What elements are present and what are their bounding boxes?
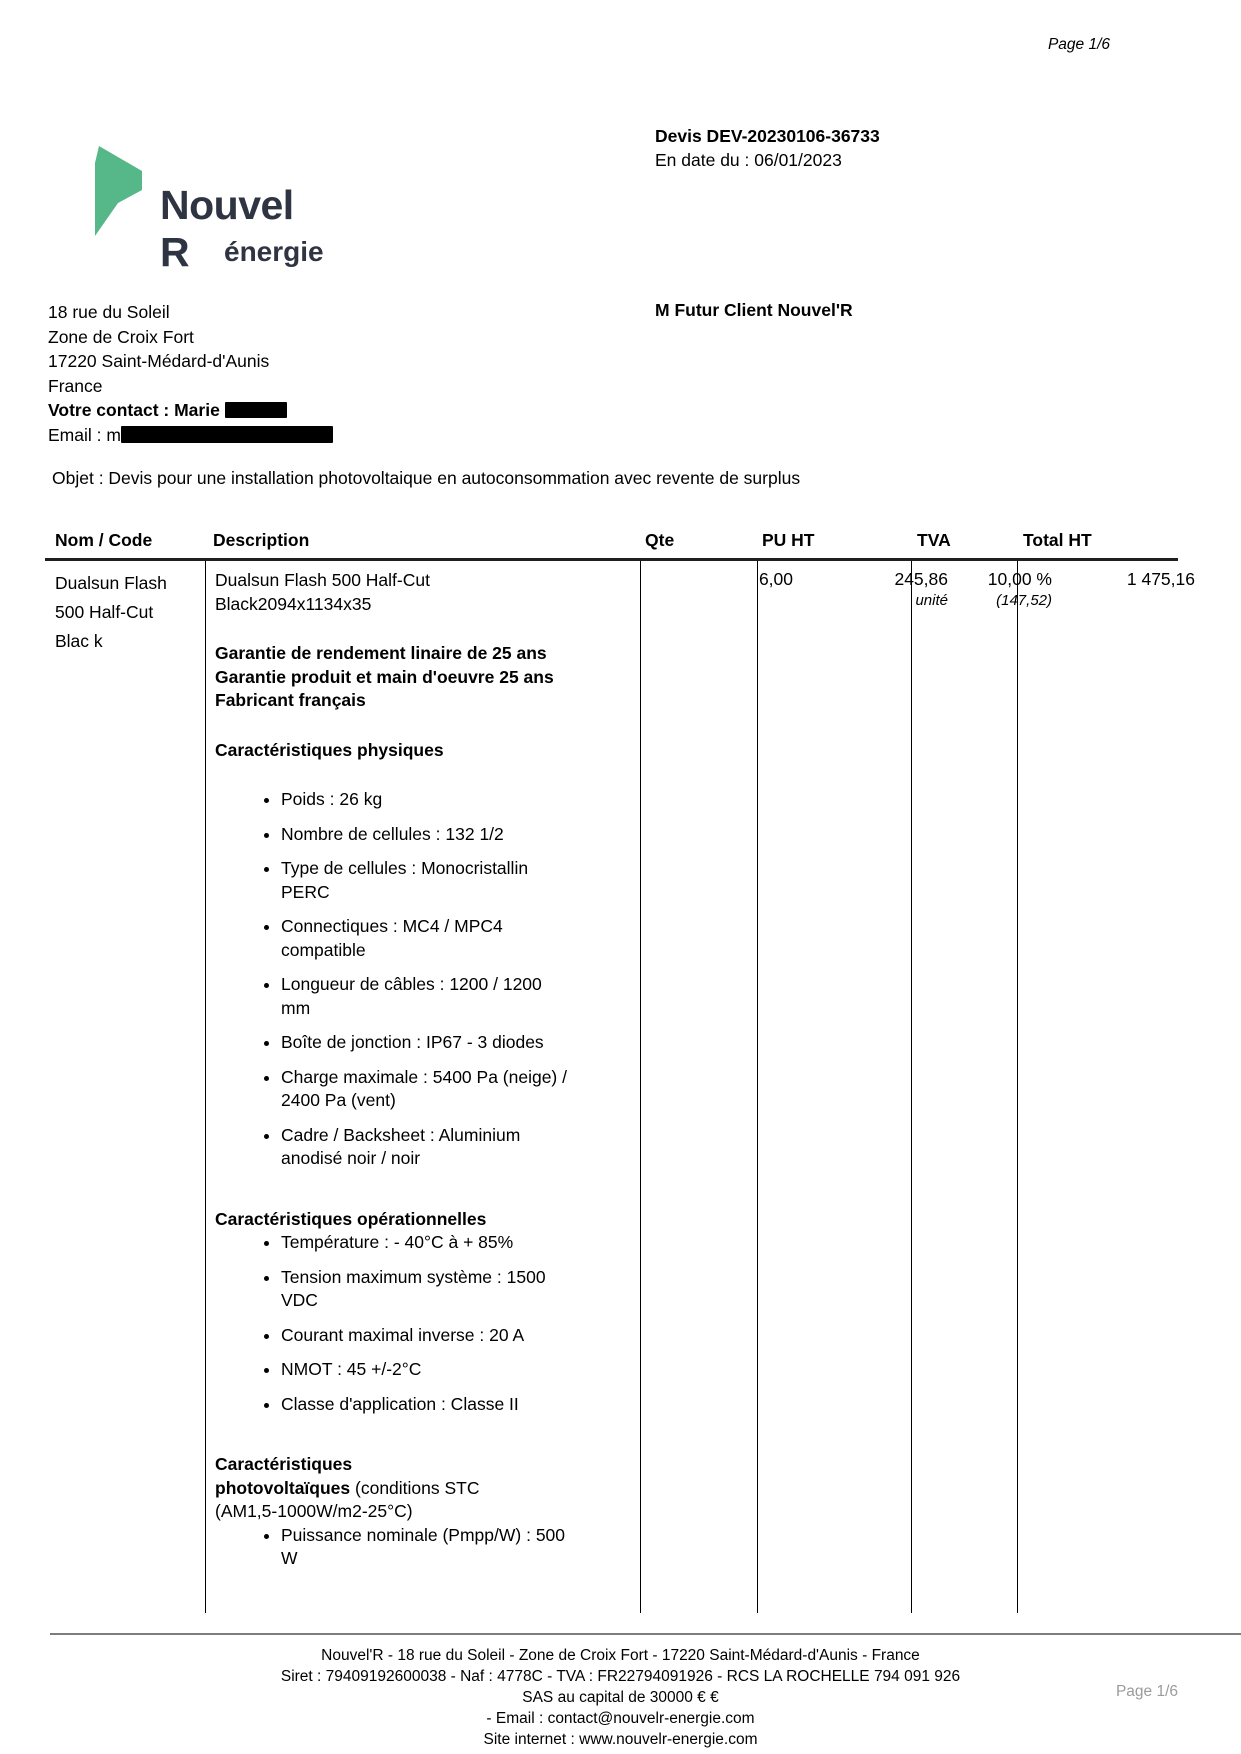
spec-item bbox=[281, 1066, 600, 1113]
spec-item bbox=[281, 915, 600, 962]
spec-item-line: • Boîte de jonction : IP67 - 3 diodes bbox=[281, 1032, 544, 1052]
footer-line: Site internet : www.nouvelr-energie.com bbox=[483, 1731, 758, 1748]
spec-item bbox=[281, 823, 600, 847]
column-divider bbox=[205, 561, 206, 1613]
spec-item-line: • NMOT : 45 +/-2°C bbox=[281, 1359, 422, 1379]
page-number-top: Page 1/6 bbox=[1047, 36, 1110, 53]
column-divider bbox=[640, 561, 641, 1613]
spec-item bbox=[281, 1393, 600, 1417]
spacer bbox=[215, 713, 600, 739]
spec-item-line: • Température : - 40°C à + 85% bbox=[281, 1232, 514, 1252]
contact-line bbox=[48, 398, 333, 423]
column-divider bbox=[757, 561, 758, 1613]
description-line: Dualsun Flash 500 Half-Cut bbox=[215, 570, 430, 590]
spec-item bbox=[281, 1524, 600, 1571]
description-line: Black2094x1134x35 bbox=[215, 593, 372, 614]
spec-item-line: • Nombre de cellules : 132 1/2 bbox=[281, 823, 504, 844]
item-name-line: 500 Half-Cut bbox=[55, 602, 154, 622]
item-unit-price: 245,86 bbox=[894, 569, 948, 589]
item-name-line: Dualsun Flash bbox=[55, 573, 167, 593]
description-heading-line: Caractéristiques opérationnelles bbox=[215, 1208, 487, 1229]
col-header-total: Total HT bbox=[1023, 530, 1092, 550]
spec-list bbox=[215, 1231, 600, 1416]
page-number-bottom: Page 1/6 bbox=[1115, 1683, 1178, 1700]
address-line: Zone de Croix Fort bbox=[48, 326, 194, 347]
spec-item-line: • Longueur de câbles : 1200 / 1200 bbox=[281, 974, 542, 994]
spec-item-line: • Charge maximale : 5400 Pa (neige) / bbox=[281, 1066, 567, 1087]
footer-line: Nouvel'R - 18 rue du Soleil - Zone de Croix Fort - 17220 Saint-Médard-d'Aunis - France bbox=[321, 1647, 920, 1664]
footer-line: SAS au capital de 30000 € € bbox=[522, 1689, 719, 1706]
spec-item bbox=[281, 788, 600, 812]
item-description-cell bbox=[215, 569, 600, 1582]
footer-divider bbox=[50, 1633, 1241, 1635]
spec-item-line: W bbox=[281, 1548, 298, 1568]
address-line: France bbox=[48, 375, 103, 396]
recipient-name: M Futur Client Nouvel'R bbox=[655, 300, 853, 320]
footer-text-block bbox=[0, 1645, 1241, 1750]
description-segment: (conditions STC bbox=[350, 1477, 480, 1498]
contact-label: Votre contact : Marie bbox=[48, 400, 225, 420]
spec-item bbox=[281, 1358, 600, 1382]
spec-item-line: PERC bbox=[281, 881, 330, 902]
spec-item-line: 2400 Pa (vent) bbox=[281, 1090, 396, 1110]
redacted-contact-name bbox=[225, 402, 287, 418]
spec-item-line: anodisé noir / noir bbox=[281, 1148, 421, 1168]
item-total: 1 475,16 bbox=[1126, 569, 1195, 589]
spec-item bbox=[281, 1231, 600, 1255]
quote-title: Devis DEV-20230106-36733 bbox=[655, 126, 880, 146]
col-header-unit-price: PU HT bbox=[762, 530, 815, 550]
spec-item bbox=[281, 1124, 600, 1171]
spec-item bbox=[281, 1031, 600, 1055]
quote-date: En date du : 06/01/2023 bbox=[655, 150, 842, 170]
description-heading-line: Garantie de rendement linaire de 25 ans bbox=[215, 643, 547, 663]
col-header-vat: TVA bbox=[917, 530, 951, 550]
spec-item-line: • Puissance nominale (Pmpp/W) : 500 bbox=[281, 1524, 566, 1545]
spec-item-line: • Type de cellules : Monocristallin bbox=[281, 858, 529, 878]
item-qty: 6,00 bbox=[758, 569, 793, 589]
address-line: 17220 Saint-Médard-d'Aunis bbox=[48, 351, 270, 371]
column-divider bbox=[1017, 561, 1018, 1613]
spec-item bbox=[281, 1266, 600, 1313]
spacer bbox=[215, 1182, 600, 1208]
company-logo bbox=[74, 146, 324, 281]
spacer bbox=[215, 616, 600, 642]
spec-item bbox=[281, 857, 600, 904]
item-name-cell bbox=[55, 569, 203, 656]
description-heading-line: Fabricant français bbox=[215, 690, 366, 710]
spec-item-line: • Classe d'application : Classe II bbox=[281, 1393, 519, 1414]
spec-item-line: • Connectiques : MC4 / MPC4 bbox=[281, 916, 503, 936]
description-rich-line bbox=[215, 1453, 600, 1524]
footer-line: - Email : contact@nouvelr-energie.com bbox=[486, 1710, 755, 1727]
spacer bbox=[215, 762, 600, 788]
item-name-line: Blac k bbox=[55, 631, 103, 651]
quote-header bbox=[655, 124, 880, 172]
logo-sub-text: énergie bbox=[224, 236, 324, 267]
col-header-qty: Qte bbox=[645, 530, 675, 550]
description-segment: Caractéristiques bbox=[215, 1454, 353, 1474]
column-divider bbox=[911, 561, 912, 1613]
company-address-block bbox=[48, 300, 333, 447]
email-line bbox=[48, 423, 333, 448]
table-row bbox=[45, 561, 1195, 1613]
table-header-row bbox=[45, 522, 1178, 561]
logo-mark-icon bbox=[74, 146, 142, 236]
item-total-cell bbox=[1023, 569, 1195, 590]
col-header-name: Nom / Code bbox=[55, 530, 153, 550]
items-table bbox=[45, 522, 1195, 1613]
spec-item bbox=[281, 1324, 600, 1348]
spec-item-line: • Courant maximal inverse : 20 A bbox=[281, 1324, 525, 1345]
spec-list bbox=[215, 1524, 600, 1571]
description-heading-line: Garantie produit et main d'oeuvre 25 ans bbox=[215, 666, 554, 687]
item-unit-label: unité bbox=[915, 592, 948, 609]
spec-item-line: • Poids : 26 kg bbox=[281, 789, 383, 809]
logo-brand-text: Nouvel R bbox=[160, 182, 294, 275]
description-segment: (AM1,5-1000W/m2-25°C) bbox=[215, 1501, 413, 1521]
subject-line: Objet : Devis pour une installation photovoltaique en autoconsommation avec revente de surplus bbox=[52, 468, 801, 488]
spec-item bbox=[281, 973, 600, 1020]
spec-item-line: compatible bbox=[281, 939, 366, 960]
item-vat-rate: 10,00 % bbox=[987, 569, 1052, 589]
spacer bbox=[215, 1427, 600, 1453]
spec-list bbox=[215, 788, 600, 1171]
col-header-description: Description bbox=[213, 530, 310, 550]
spec-item-line: • Cadre / Backsheet : Aluminium bbox=[281, 1124, 521, 1145]
email-label: Email : m bbox=[48, 424, 121, 445]
spec-item-line: • Tension maximum système : 1500 bbox=[281, 1266, 546, 1287]
address-line: 18 rue du Soleil bbox=[48, 302, 170, 322]
spec-item-line: VDC bbox=[281, 1290, 318, 1310]
description-heading-line: Caractéristiques physiques bbox=[215, 739, 444, 760]
redacted-email bbox=[121, 426, 333, 443]
description-segment: photovoltaïques bbox=[215, 1477, 351, 1498]
item-vat-amount: (147,52) bbox=[996, 592, 1052, 609]
footer-line: Siret : 79409192600038 - Naf : 4778C - TVA : FR22794091926 - RCS LA ROCHELLE 794 091 926 bbox=[280, 1668, 961, 1685]
spec-item-line: mm bbox=[281, 997, 311, 1018]
